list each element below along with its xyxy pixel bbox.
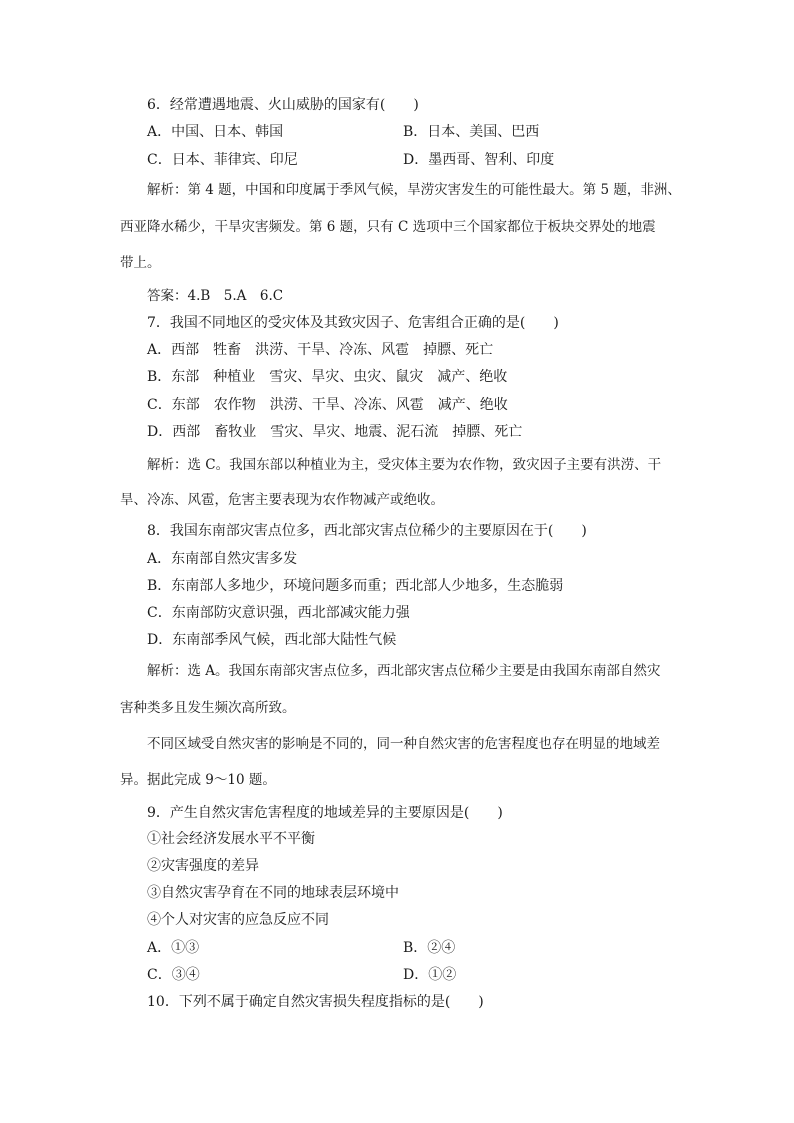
q9-option-d: D．①②: [403, 967, 457, 983]
q8-option-d: D．东南部季风气候，西北部大陆性气候: [147, 632, 397, 648]
q6-stem: 6．经常遭遇地震、火山威胁的国家有( ): [147, 97, 419, 113]
q9-item-2: ②灾害强度的差异: [147, 858, 259, 874]
q7-option-a: A．西部 牲畜 洪涝、干旱、冷冻、风雹 掉膘、死亡: [147, 342, 494, 358]
q8-option-c: C．东南部防灾意识强，西北部减灾能力强: [147, 605, 410, 621]
q6-explanation-line-1: 解析：第 4 题，中国和印度属于季风气候，旱涝灾害发生的可能性最大。第 5 题，非洲、: [147, 182, 681, 198]
q6-option-b: B．日本、美国、巴西: [403, 124, 540, 140]
q9-option-b: B．②④: [403, 940, 456, 956]
q7-option-c: C．东部 农作物 洪涝、干旱、冷冻、风雹 减产、绝收: [147, 397, 508, 413]
q9-item-4: ④个人对灾害的应急反应不同: [147, 912, 329, 928]
q9-option-a: A．①③: [147, 940, 200, 956]
q6-explanation-line-3: 带上。: [120, 255, 161, 271]
q8-stem: 8．我国东南部灾害点位多，西北部灾害点位稀少的主要原因在于( ): [147, 523, 587, 539]
passage-line-2: 异。据此完成 9～10 题。: [120, 772, 276, 788]
q9-option-c: C．③④: [147, 967, 200, 983]
q6-option-c: C．日本、菲律宾、印尼: [147, 152, 298, 168]
q7-option-d: D．西部 畜牧业 雪灾、旱灾、地震、泥石流 掉膘、死亡: [147, 424, 523, 440]
q7-option-b: B．东部 种植业 雪灾、旱灾、虫灾、鼠灾 减产、绝收: [147, 369, 508, 385]
q8-option-a: A．东南部自然灾害多发: [147, 551, 298, 567]
answers-4-6: 答案：4.B 5.A 6.C: [147, 288, 284, 304]
q6-option-a: A．中国、日本、韩国: [147, 124, 284, 140]
q9-stem: 9．产生自然灾害危害程度的地域差异的主要原因是( ): [147, 805, 503, 821]
q10-stem: 10．下列不属于确定自然灾害损失程度指标的是( ): [147, 994, 484, 1010]
q7-stem: 7．我国不同地区的受灾体及其致灾因子、危害组合正确的是( ): [147, 315, 559, 331]
q9-item-3: ③自然灾害孕育在不同的地球表层环境中: [147, 885, 399, 901]
q7-explanation-line-2: 旱、冷冻、风雹，危害主要表现为农作物减产或绝收。: [120, 492, 444, 508]
q6-explanation-line-2: 西亚降水稀少，干旱灾害频发。第 6 题，只有 C 选项中三个国家都位于板块交界处的地震: [120, 219, 656, 235]
q8-option-b: B．东南部人多地少，环境问题多而重；西北部人少地多，生态脆弱: [147, 578, 564, 594]
q8-explanation-line-2: 害种类多且发生频次高所致。: [120, 700, 296, 716]
passage-line-1: 不同区域受自然灾害的影响是不同的，同一种自然灾害的危害程度也存在明显的地域差: [147, 736, 660, 752]
q6-option-d: D．墨西哥、智利、印度: [403, 152, 555, 168]
q8-explanation-line-1: 解析：选 A。我国东南部灾害点位多，西北部灾害点位稀少主要是由我国东南部自然灾: [147, 663, 661, 679]
q7-explanation-line-1: 解析：选 C。我国东部以种植业为主，受灾体主要为农作物，致灾因子主要有洪涝、干: [147, 457, 662, 473]
q9-item-1: ①社会经济发展水平不平衡: [147, 831, 315, 847]
